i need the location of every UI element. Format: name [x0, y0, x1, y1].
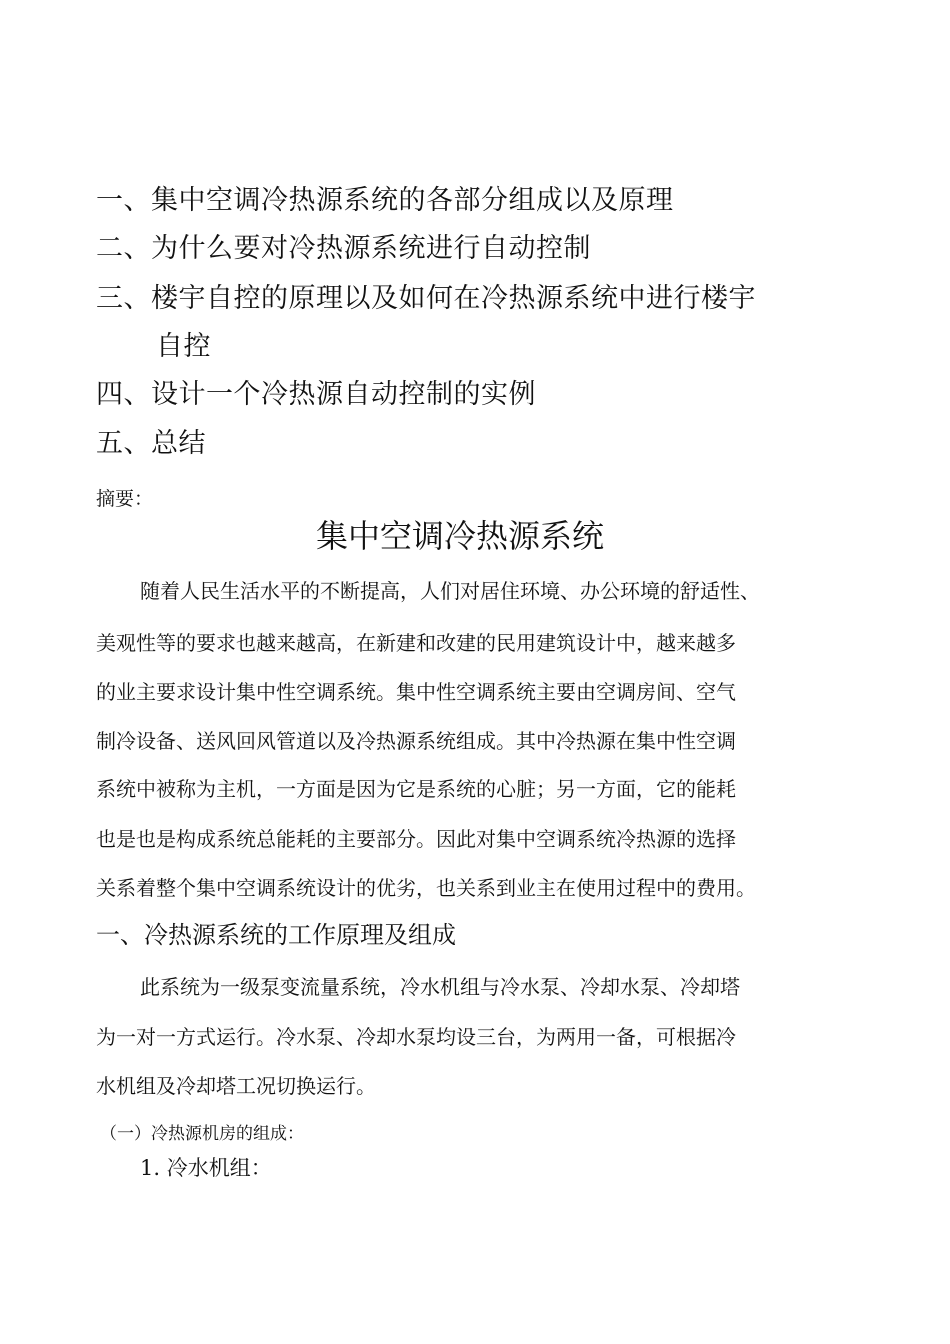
intro-paragraph-line: 系统中被称为主机，一方面是因为它是系统的心脏；另一方面，它的能耗 — [96, 777, 736, 801]
intro-paragraph-line: 也是也是构成系统总能耗的主要部分。因此对集中空调系统冷热源的选择 — [96, 827, 736, 851]
intro-paragraph-line: 美观性等的要求也越来越高，在新建和改建的民用建筑设计中，越来越多 — [96, 631, 736, 655]
abstract-label: 摘要： — [96, 488, 154, 510]
intro-paragraph-line: 随着人民生活水平的不断提高，人们对居住环境、办公环境的舒适性、 — [140, 579, 760, 603]
toc-item-5: 五、总结 — [96, 428, 206, 459]
intro-paragraph-line: 制冷设备、送风回风管道以及冷热源系统组成。其中冷热源在集中性空调 — [96, 729, 736, 753]
document-title: 集中空调冷热源系统 — [315, 517, 604, 555]
intro-paragraph-line: 关系着整个集中空调系统设计的优劣，也关系到业主在使用过程中的费用。 — [96, 876, 756, 900]
intro-paragraph-line: 的业主要求设计集中性空调系统。集中性空调系统主要由空调房间、空气 — [96, 680, 736, 704]
section-paragraph-line: 为一对一方式运行。冷水泵、冷却水泵均设三台，为两用一备，可根据冷 — [96, 1025, 736, 1049]
toc-item-1: 一、集中空调冷热源系统的各部分组成以及原理 — [96, 185, 674, 216]
subsection-heading: （一）冷热源机房的组成： — [100, 1124, 304, 1144]
section-heading: 一、冷热源系统的工作原理及组成 — [96, 921, 456, 949]
section-paragraph-line: 水机组及冷却塔工况切换运行。 — [96, 1074, 376, 1098]
toc-item-3: 三、楼宇自控的原理以及如何在冷热源系统中进行楼宇 — [96, 283, 756, 314]
item-heading: 1. 冷水机组： — [140, 1156, 272, 1180]
toc-item-3-continuation: 自控 — [156, 331, 211, 362]
toc-item-4: 四、设计一个冷热源自动控制的实例 — [96, 379, 536, 410]
section-paragraph-line: 此系统为一级泵变流量系统，冷水机组与冷水泵、冷却水泵、冷却塔 — [140, 975, 740, 999]
toc-item-2: 二、为什么要对冷热源系统进行自动控制 — [96, 233, 591, 264]
